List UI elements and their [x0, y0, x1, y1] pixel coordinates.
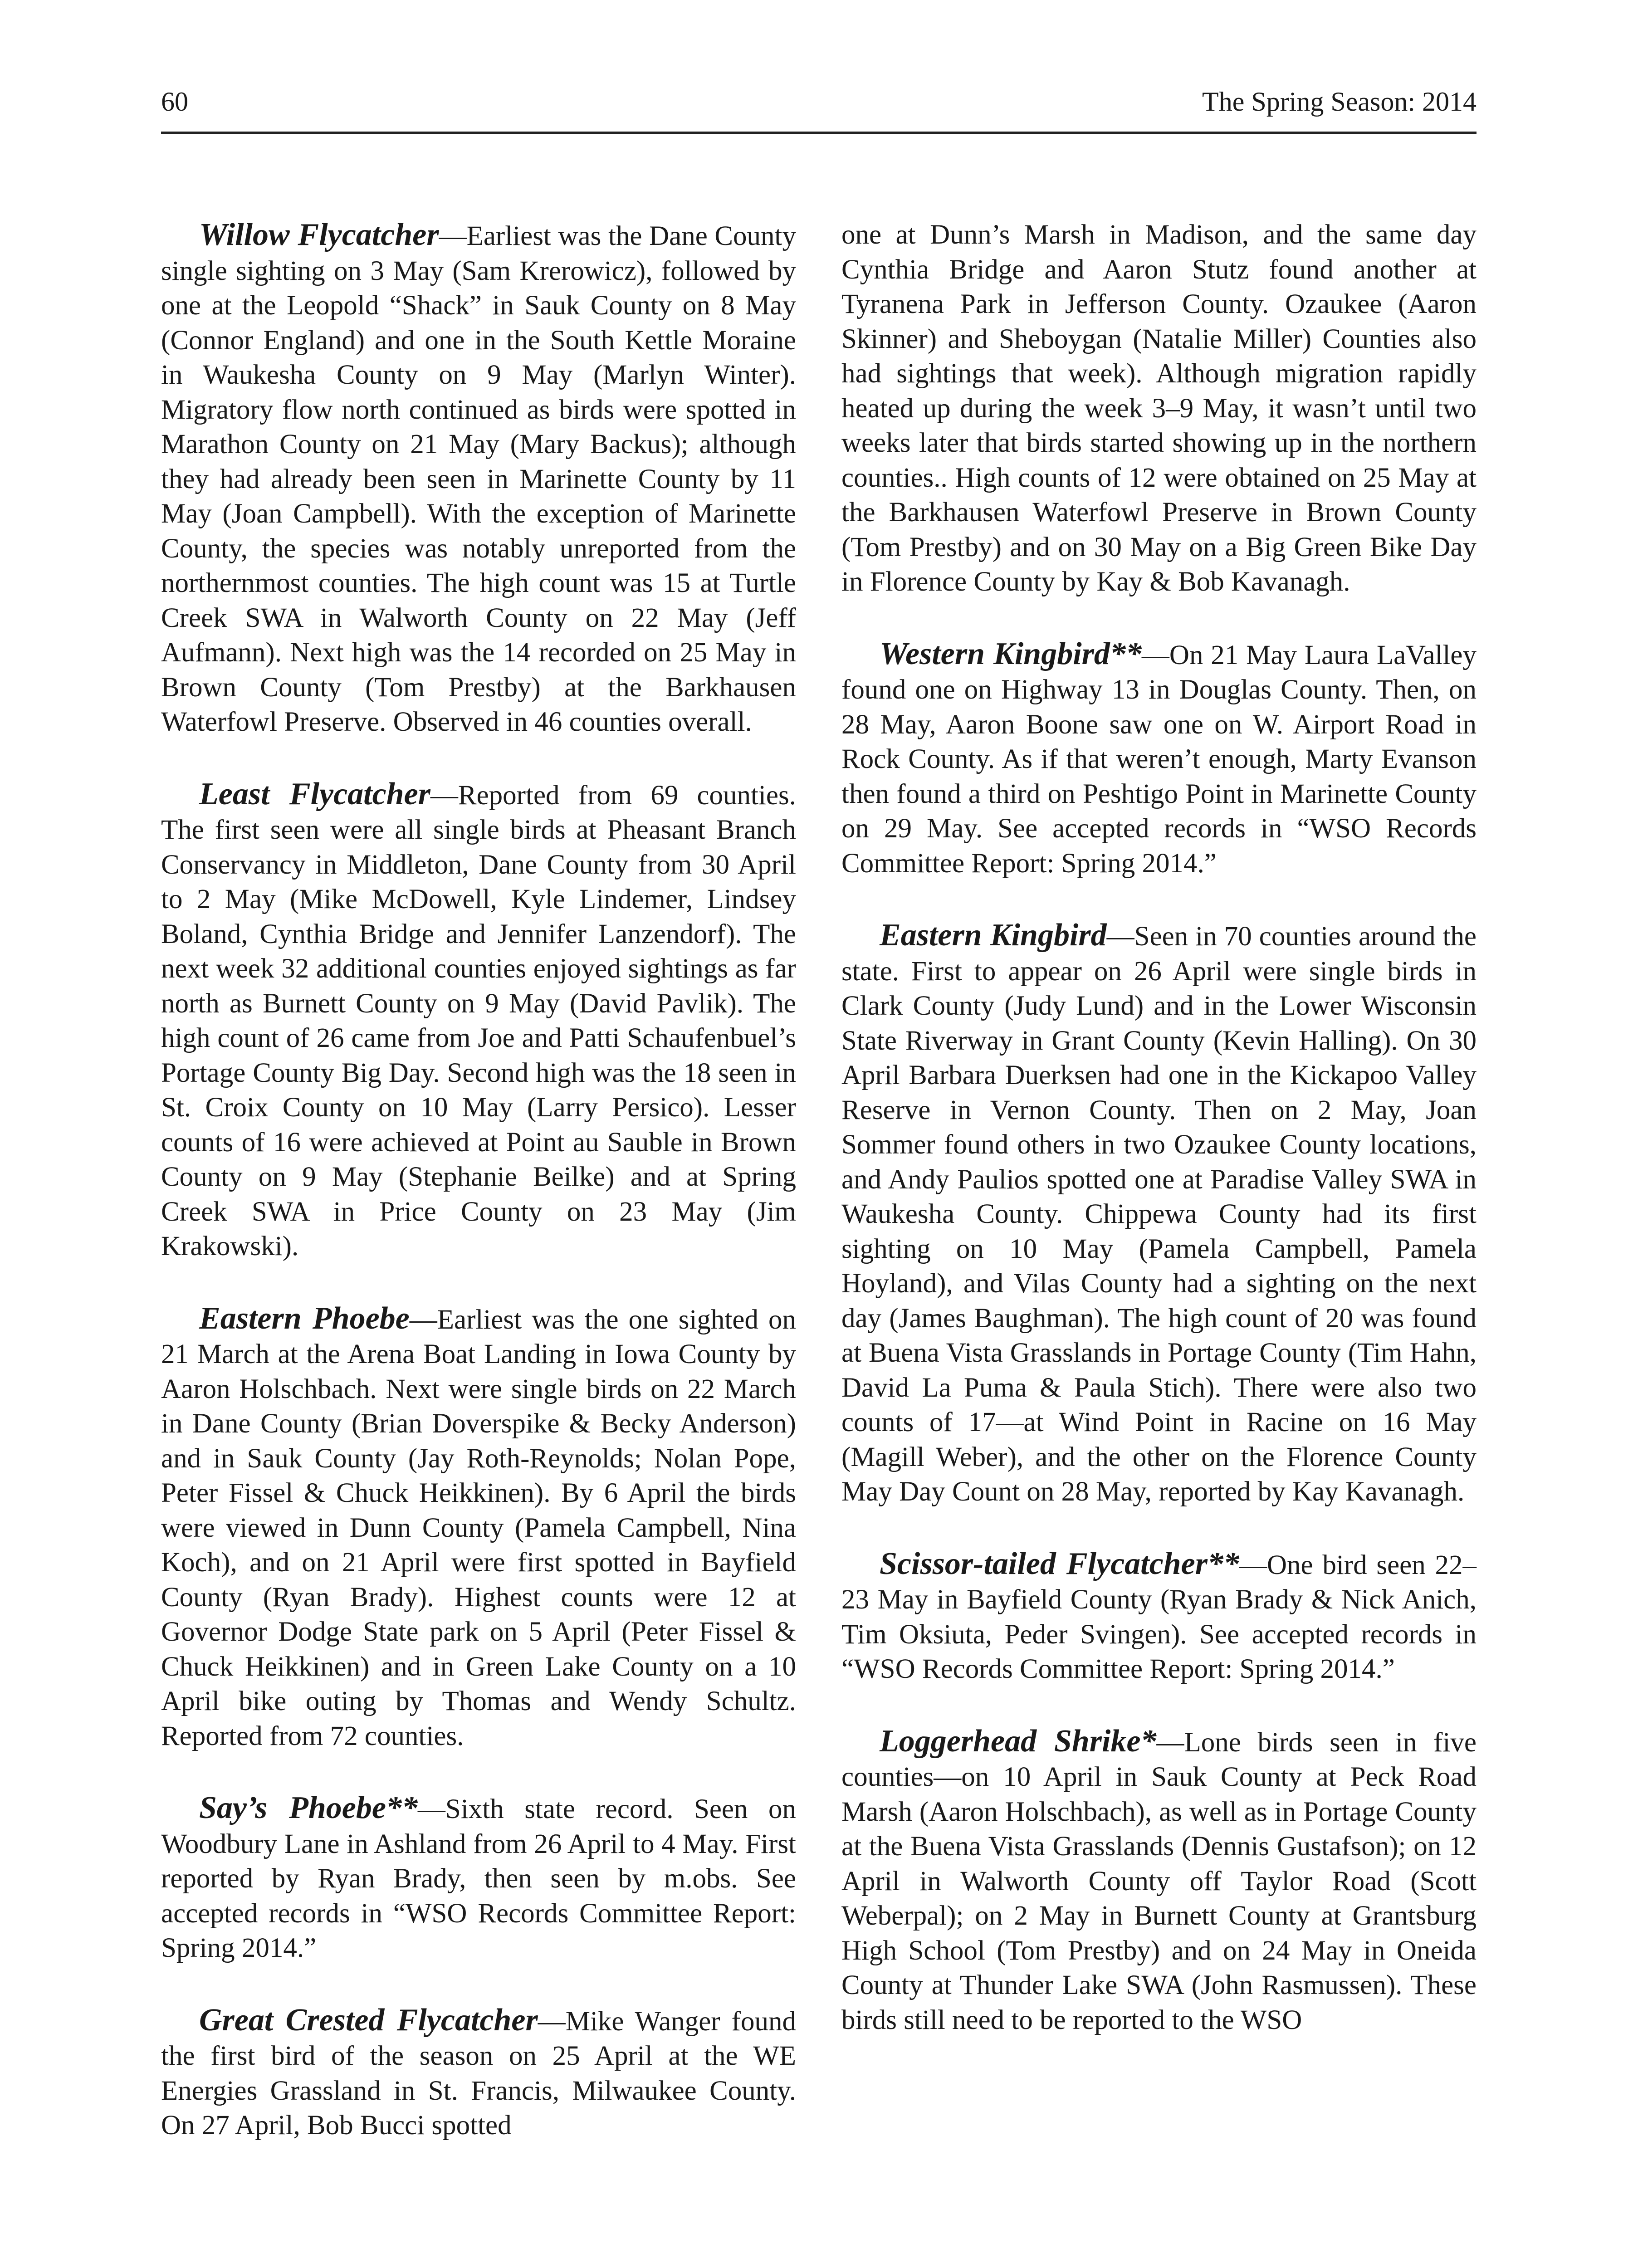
species-account: —Seen in 70 counties around the state. First to appear on 26 April were single birds in Clark County (Judy Lund) and in the Lower Wisconsin State Riverway in Grant County (Kevin Halling). On 30 April Barbara Duerksen had one in the Kickapoo Valley Reserve in Vernon County. Then on 2 May, Joan Sommer found others in two Ozaukee County locations, and Andy Paulios spotted one at Paradise Valley SWA in Waukesha County. Chippewa County had its first sighting on 10 May (Pamela Campbell, Pamela Hoyland), and Vilas County had a sighting on the next day (James Baughman). The high count of 20 was found at Buena Vista Grasslands in Portage County (Tim Hahn, David La Puma & Paula Stich). There were also two counts of 17—at Wind Point in Racine on 16 May (Magill Weber), and the other on the Florence County May Day Count on 28 May, reported by Kay Kavanagh. [841, 921, 1477, 1507]
species-account: —On 21 May Laura LaValley found one on Highway 13 in Douglas County. Then, on 28 May, Aaron Boone saw one on W. Airport Road in Rock County. As if that weren’t enough, Marty Evanson then found a third on Peshtigo Point in Marinette County on 29 May. See accepted records in “WSO Records Committee Report: Spring 2014.” [841, 640, 1477, 879]
species-name: Willow Flycatcher [199, 217, 439, 252]
continuation-paragraph: one at Dunn’s Marsh in Madison, and the same day Cynthia Bridge and Aaron Stutz found another at Tyranena Park in Jefferson County. Ozaukee (Aaron Skinner) and Sheboygan (Natalie Miller) Counties also had sightings that week). Although migration rapidly heated up during the week 3–9 May, it wasn’t until two weeks later that birds started showing up in the northern counties.. High counts of 12 were obtained on 25 May at the Barkhausen Waterfowl Preserve in Brown County (Tom Prestby) and on 30 May on a Big Green Bike Day in Florence County by Kay & Bob Kavanagh. [841, 220, 1477, 597]
species-entry-great-crested-flycatcher [161, 2003, 796, 2143]
species-name: Say’s Phoebe** [199, 1790, 418, 1825]
species-name: Great Crested Flycatcher [199, 2002, 538, 2038]
species-entry-scissor-tailed-flycatcher [841, 1547, 1477, 1687]
species-entry-says-phoebe [161, 1791, 796, 1966]
running-title: The Spring Season: 2014 [1202, 87, 1477, 117]
species-name: Eastern Kingbird [880, 918, 1107, 953]
species-entry-loggerhead-shrike [841, 1724, 1477, 2038]
page-number: 60 [161, 87, 188, 117]
species-account: —One bird seen 22–23 May in Bayfield County (Ryan Brady & Nick Anich, Tim Oksiuta, Peder Svingen). See accepted records in “WSO Records Committee Report: Spring 2014.” [841, 1549, 1477, 1684]
species-entry-western-kingbird [841, 637, 1477, 881]
species-account: —Mike Wanger found the first bird of the season on 25 April at the WE Energies Grassland in St. Francis, Milwaukee County. On 27 April, Bob Bucci spotted [161, 2006, 796, 2141]
species-entry-eastern-kingbird [841, 918, 1477, 1510]
species-entry-eastern-phoebe [161, 1301, 796, 1754]
right-column [841, 218, 1477, 2075]
species-entry-willow-flycatcher [161, 218, 796, 740]
species-account: —Lone birds seen in five counties—on 10 April in Sauk County at Peck Road Marsh (Aaron Holschbach), as well as in Portage County at the Buena Vista Grasslands (Dennis Gustafson); on 12 April in Walworth County off Taylor Road (Scott Weberpal); on 2 May in Burnett County at Grantsburg High School (Tom Prestby) and on 24 May in Oneida County at Thunder Lake SWA (John Rasmussen). These birds still need to be reported to the WSO [841, 1727, 1477, 2035]
left-column [161, 218, 796, 2180]
species-name: Western Kingbird** [880, 636, 1142, 671]
species-name: Loggerhead Shrike* [880, 1723, 1157, 1759]
species-name: Least Flycatcher [199, 776, 430, 811]
species-account: —Sixth state record. Seen on Woodbury Lane in Ashland from 26 April to 4 May. First reported by Ryan Brady, then seen by m.obs. See accepted records in “WSO Records Committee Report: Spring 2014.” [161, 1794, 796, 1963]
species-name: Eastern Phoebe [199, 1300, 410, 1336]
page-header [161, 86, 1477, 134]
species-account: —Reported from 69 counties. The first seen were all single birds at Pheasant Branch Conservancy in Middleton, Dane County from 30 April to 2 May (Mike McDowell, Kyle Lindemer, Lindsey Boland, Cynthia Bridge and Jennifer Lanzendorf). The next week 32 additional counties enjoyed sightings as far north as Burnett County on 9 May (David Pavlik). The high count of 26 came from Joe and Patti Schaufenbuel’s Portage County Big Day. Second high was the 18 seen in St. Croix County on 10 May (Larry Persico). Lesser counts of 16 were achieved at Point au Sauble in Brown County on 9 May (Stephanie Beilke) and at Spring Creek SWA in Price County on 23 May (Jim Krakowski). [161, 780, 796, 1261]
species-account: —Earliest was the Dane County single sighting on 3 May (Sam Krerowicz), followed by one at the Leopold “Shack” in Sauk County on 8 May (Connor England) and one in the South Kettle Moraine in Waukesha County on 9 May (Marlyn Winter). Migratory flow north continued as birds were spotted in Marathon County on 21 May (Mary Backus); although they had already been seen in Marinette County by 11 May (Joan Campbell). With the exception of Marinette County, the species was notably unreported from the northernmost counties. The high count was 15 at Turtle Creek SWA in Walworth County on 22 May (Jeff Aufmann). Next high was the 14 recorded on 25 May in Brown County (Tom Prestby) at the Barkhausen Waterfowl Preserve. Observed in 46 counties overall. [161, 221, 797, 737]
species-name: Scissor-tailed Flycatcher** [880, 1546, 1239, 1581]
species-entry-least-flycatcher [161, 777, 796, 1264]
species-account: —Earliest was the one sighted on 21 March at the Arena Boat Landing in Iowa County by Aaron Holschbach. Next were single birds on 22 March in Dane County (Brian Doverspike & Becky Anderson) and in Sauk County (Jay Roth-Reynolds; Nolan Pope, Peter Fissel & Chuck Heikkinen). By 6 April the birds were viewed in Dunn County (Pamela Campbell, Nina Koch), and on 21 April were first spotted in Bayfield County (Ryan Brady). Highest counts were 12 at Governor Dodge State park on 5 April (Peter Fissel & Chuck Heikkinen) and in Green Lake County on a 10 April bike outing by Thomas and Wendy Schultz. Reported from 72 counties. [161, 1304, 797, 1751]
